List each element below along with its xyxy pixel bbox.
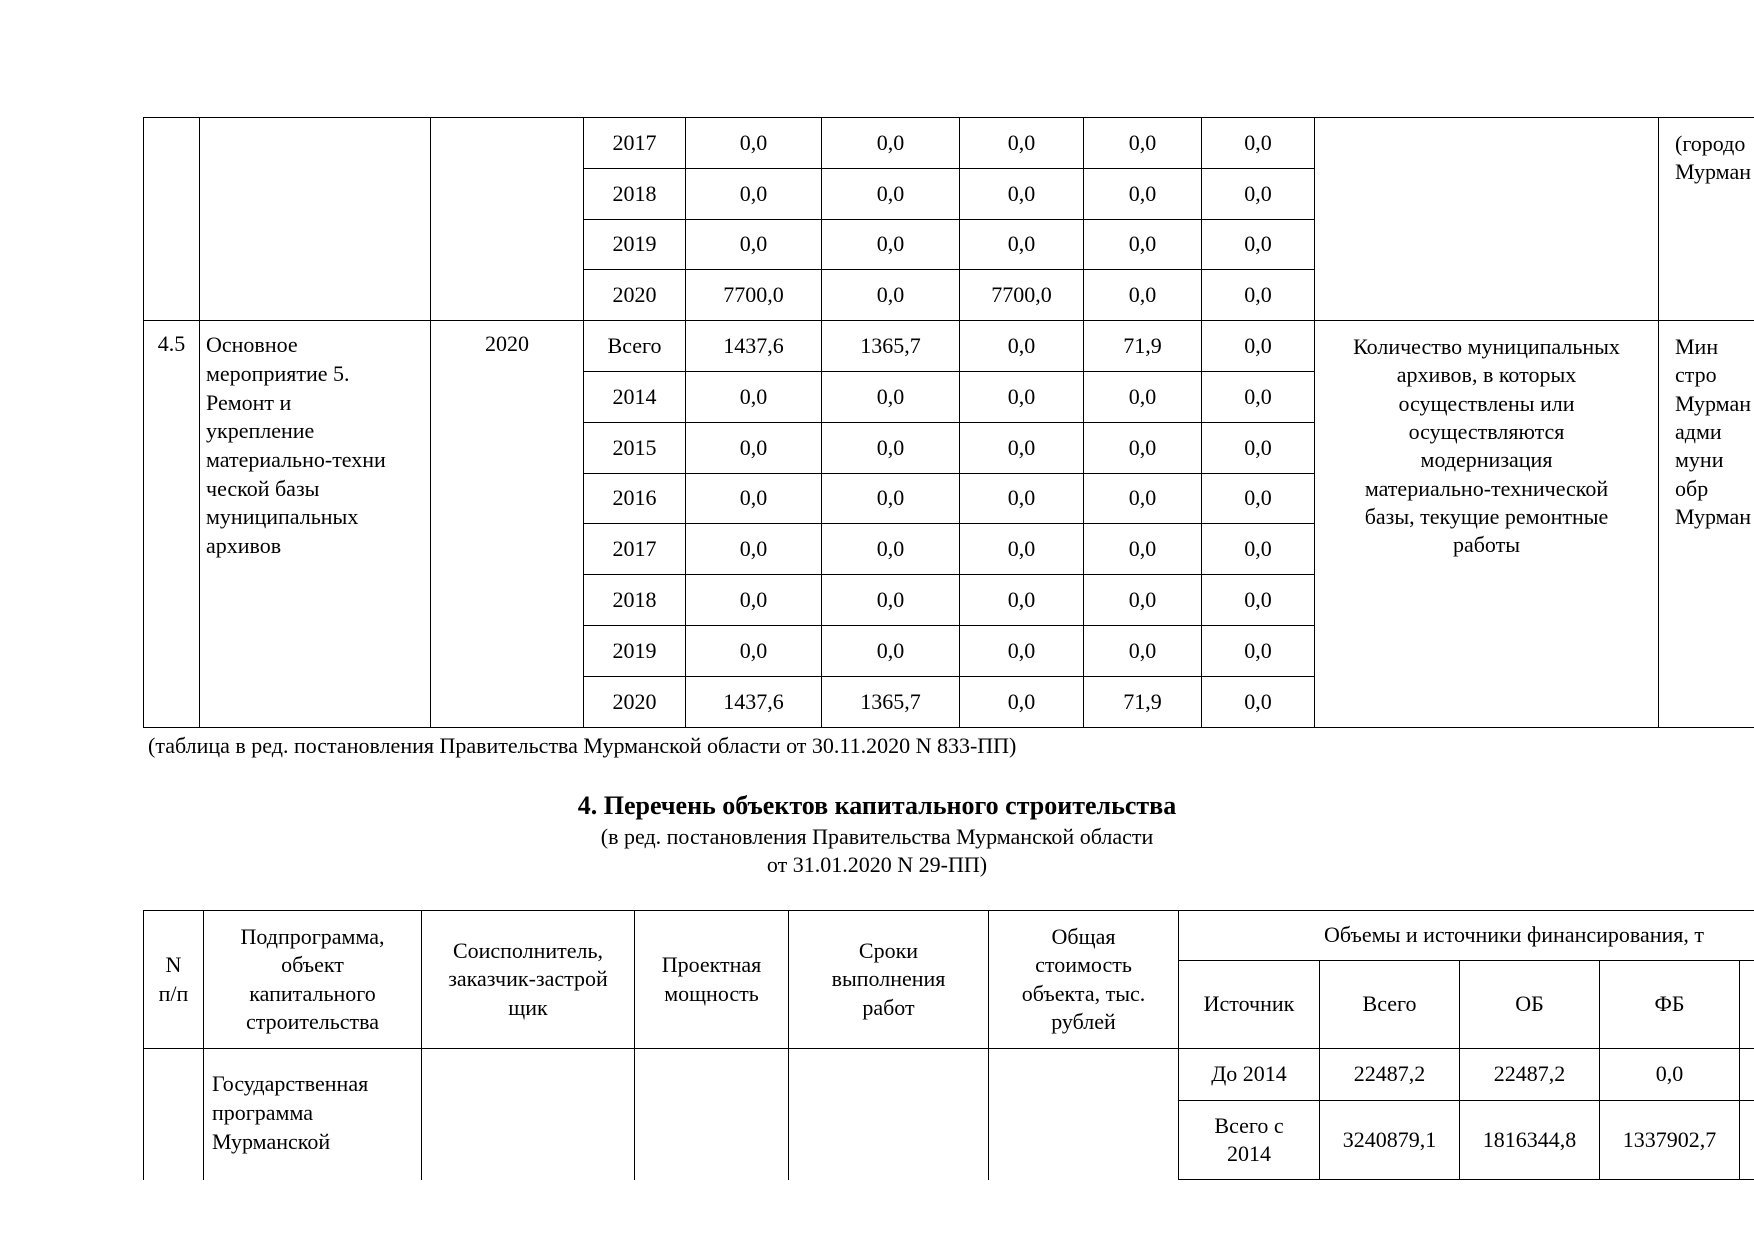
year-cell: 2020 bbox=[584, 676, 686, 727]
section-title: 4. Перечень объектов капитального строительства bbox=[577, 791, 1177, 820]
value-vb: 0,0 bbox=[1202, 524, 1315, 575]
header-num: N п/п bbox=[144, 911, 204, 1049]
fin-total: 22487,2 bbox=[1320, 1049, 1460, 1101]
value-mb: 0,0 bbox=[1084, 168, 1202, 219]
year-cell: 2018 bbox=[584, 575, 686, 626]
year-cell: 2014 bbox=[584, 371, 686, 422]
value-vb: 0,0 bbox=[1202, 321, 1315, 372]
value-mb: 0,0 bbox=[1084, 118, 1202, 169]
value-ob: 0,0 bbox=[822, 575, 960, 626]
header-fb: ФБ bbox=[1600, 961, 1740, 1049]
value-vb: 0,0 bbox=[1202, 473, 1315, 524]
prev-name-cell bbox=[200, 118, 431, 321]
value-mb: 0,0 bbox=[1084, 422, 1202, 473]
value-vb: 0,0 bbox=[1202, 270, 1315, 321]
fin-source: Всего с 2014 bbox=[1179, 1101, 1320, 1180]
value-vb: 0,0 bbox=[1202, 118, 1315, 169]
header-subprogram: Подпрограмма, объект капитального строительства bbox=[204, 911, 422, 1049]
value-ob: 0,0 bbox=[822, 168, 960, 219]
value-total: 0,0 bbox=[686, 625, 822, 676]
program-terms-cell bbox=[789, 1049, 989, 1180]
fin-ob: 1816344,8 bbox=[1460, 1101, 1600, 1180]
program-capacity-cell bbox=[635, 1049, 789, 1180]
activities-table bbox=[143, 117, 1754, 728]
value-fb: 0,0 bbox=[960, 321, 1084, 372]
value-mb: 71,9 bbox=[1084, 676, 1202, 727]
header-extra bbox=[1740, 961, 1754, 1049]
program-cost-cell bbox=[989, 1049, 1179, 1180]
value-fb: 0,0 bbox=[960, 524, 1084, 575]
table-row bbox=[144, 118, 1754, 169]
year-cell: 2020 bbox=[584, 270, 686, 321]
activity-name: Основное мероприятие 5. Ремонт и укрепление материально-техни ческой базы муниципальных архивов bbox=[200, 321, 431, 727]
value-fb: 0,0 bbox=[960, 168, 1084, 219]
fin-source: До 2014 bbox=[1179, 1049, 1320, 1101]
table-row bbox=[144, 321, 1754, 372]
header-total: Всего bbox=[1320, 961, 1460, 1049]
year-cell: 2019 bbox=[584, 219, 686, 270]
fin-extra bbox=[1740, 1049, 1754, 1101]
header-ob: ОБ bbox=[1460, 961, 1600, 1049]
value-fb: 7700,0 bbox=[960, 270, 1084, 321]
value-ob: 0,0 bbox=[822, 625, 960, 676]
program-num-cell bbox=[144, 1049, 204, 1180]
value-vb: 0,0 bbox=[1202, 676, 1315, 727]
fin-extra bbox=[1740, 1101, 1754, 1180]
value-vb: 0,0 bbox=[1202, 422, 1315, 473]
prev-indicator-cell bbox=[1315, 118, 1659, 321]
row-number: 4.5 bbox=[144, 321, 200, 727]
value-vb: 0,0 bbox=[1202, 168, 1315, 219]
prev-period-cell bbox=[431, 118, 584, 321]
value-total: 0,0 bbox=[686, 473, 822, 524]
value-fb: 0,0 bbox=[960, 625, 1084, 676]
value-vb: 0,0 bbox=[1202, 575, 1315, 626]
activity-indicator: Количество муниципальных архивов, в которых осуществлены или осуществляются модернизация материально-технической базы, текущие ремонтные работы bbox=[1315, 321, 1659, 727]
value-total: 0,0 bbox=[686, 524, 822, 575]
value-mb: 71,9 bbox=[1084, 321, 1202, 372]
section-subtitle-line2: от 31.01.2020 N 29-ПП) bbox=[766, 852, 988, 877]
value-total: 0,0 bbox=[686, 371, 822, 422]
value-fb: 0,0 bbox=[960, 575, 1084, 626]
fin-fb: 0,0 bbox=[1600, 1049, 1740, 1101]
header-financing: Объемы и источники финансирования, т bbox=[1179, 911, 1754, 961]
table-revision-note: (таблица в ред. постановления Правительства Мурманской области от 30.11.2020 N 833-ПП) bbox=[148, 733, 1017, 758]
value-vb: 0,0 bbox=[1202, 371, 1315, 422]
value-mb: 0,0 bbox=[1084, 473, 1202, 524]
value-total: 1437,6 bbox=[686, 321, 822, 372]
value-ob: 0,0 bbox=[822, 524, 960, 575]
header-terms: Сроки выполнения работ bbox=[789, 911, 989, 1049]
value-total: 0,0 bbox=[686, 118, 822, 169]
header-coexecutor: Соисполнитель, заказчик-застрой щик bbox=[422, 911, 635, 1049]
year-cell: 2017 bbox=[584, 118, 686, 169]
value-mb: 0,0 bbox=[1084, 371, 1202, 422]
value-ob: 0,0 bbox=[822, 371, 960, 422]
value-mb: 0,0 bbox=[1084, 575, 1202, 626]
value-ob: 0,0 bbox=[822, 422, 960, 473]
fin-total: 3240879,1 bbox=[1320, 1101, 1460, 1180]
value-fb: 0,0 bbox=[960, 371, 1084, 422]
year-cell: 2015 bbox=[584, 422, 686, 473]
value-total: 0,0 bbox=[686, 168, 822, 219]
value-total: 0,0 bbox=[686, 575, 822, 626]
value-total: 1437,6 bbox=[686, 676, 822, 727]
value-fb: 0,0 bbox=[960, 219, 1084, 270]
value-total: 0,0 bbox=[686, 422, 822, 473]
header-source: Источник bbox=[1179, 961, 1320, 1049]
activity-executor: Мин стро Мурман адми муни обр Мурман bbox=[1659, 321, 1754, 727]
value-vb: 0,0 bbox=[1202, 219, 1315, 270]
value-fb: 0,0 bbox=[960, 422, 1084, 473]
value-fb: 0,0 bbox=[960, 473, 1084, 524]
section-subtitle-line1: (в ред. постановления Правительства Мурманской области bbox=[600, 824, 1154, 849]
value-ob: 1365,7 bbox=[822, 676, 960, 727]
value-fb: 0,0 bbox=[960, 118, 1084, 169]
value-mb: 0,0 bbox=[1084, 219, 1202, 270]
capital-construction-table bbox=[143, 910, 1754, 1180]
program-name: Государственная программа Мурманской bbox=[204, 1049, 422, 1180]
year-cell: Всего bbox=[584, 321, 686, 372]
header-capacity: Проектная мощность bbox=[635, 911, 789, 1049]
activity-period: 2020 bbox=[431, 321, 584, 727]
prev-num-cell bbox=[144, 118, 200, 321]
value-fb: 0,0 bbox=[960, 676, 1084, 727]
value-ob: 1365,7 bbox=[822, 321, 960, 372]
year-cell: 2016 bbox=[584, 473, 686, 524]
value-ob: 0,0 bbox=[822, 118, 960, 169]
value-total: 0,0 bbox=[686, 219, 822, 270]
value-ob: 0,0 bbox=[822, 219, 960, 270]
prev-executor-cell: (городо Мурман bbox=[1659, 118, 1754, 321]
fin-fb: 1337902,7 bbox=[1600, 1101, 1740, 1180]
value-mb: 0,0 bbox=[1084, 270, 1202, 321]
header-total-cost: Общая стоимость объекта, тыс. рублей bbox=[989, 911, 1179, 1049]
year-cell: 2019 bbox=[584, 625, 686, 676]
year-cell: 2017 bbox=[584, 524, 686, 575]
year-cell: 2018 bbox=[584, 168, 686, 219]
program-coexecutor-cell bbox=[422, 1049, 635, 1180]
value-vb: 0,0 bbox=[1202, 625, 1315, 676]
fin-ob: 22487,2 bbox=[1460, 1049, 1600, 1101]
value-ob: 0,0 bbox=[822, 473, 960, 524]
value-mb: 0,0 bbox=[1084, 524, 1202, 575]
value-ob: 0,0 bbox=[822, 270, 960, 321]
value-total: 7700,0 bbox=[686, 270, 822, 321]
value-mb: 0,0 bbox=[1084, 625, 1202, 676]
